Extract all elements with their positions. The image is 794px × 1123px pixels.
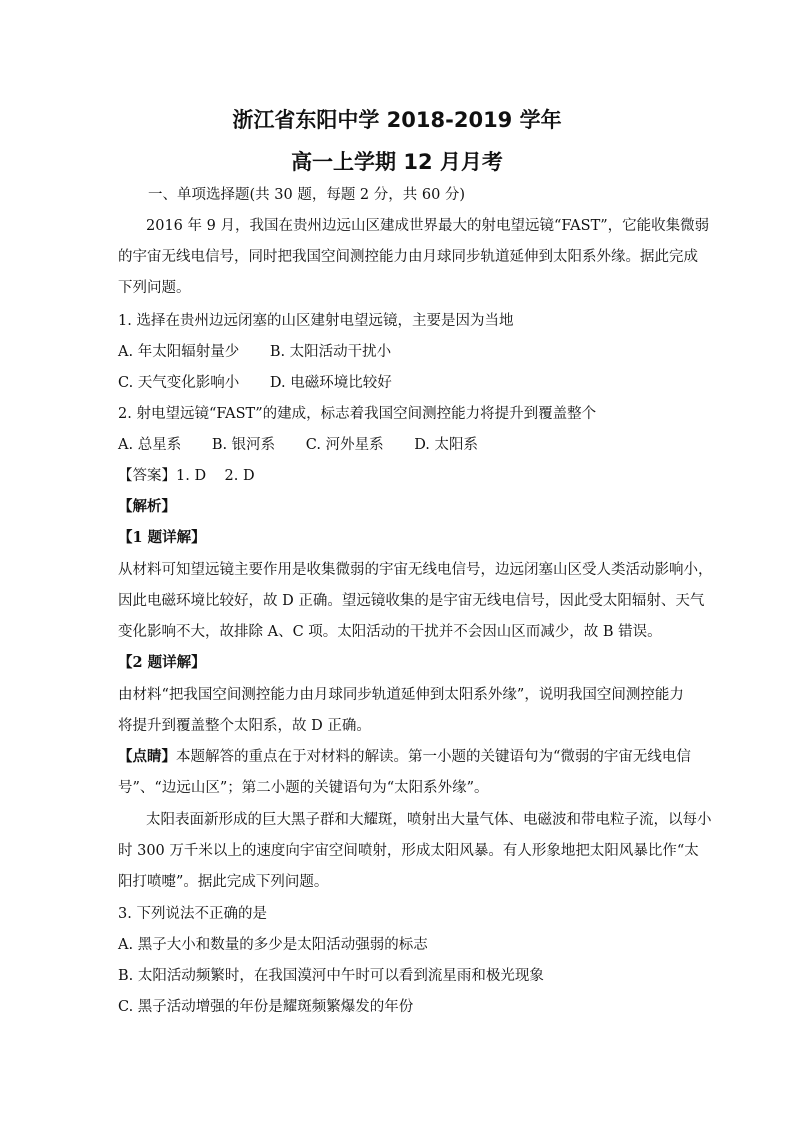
- option-a: A. 总星系: [118, 437, 182, 453]
- question-3-option-c: C. 黑子活动增强的年份是耀斑频繁爆发的年份: [118, 999, 414, 1015]
- detail-2-line: 由材料“把我国空间测控能力由月球同步轨道延伸到太阳系外缘”，说明我国空间测控能力: [118, 687, 684, 703]
- question-3-stem: 3. 下列说法不正确的是: [118, 906, 267, 922]
- question-2-stem: 2. 射电望远镜“FAST”的建成，标志着我国空间测控能力将提升到覆盖整个: [118, 406, 597, 422]
- passage2-line: 时 300 万千米以上的速度向宇宙空间喷射，形成太阳风暴。有人形象地把太阳风暴比作“太: [118, 843, 699, 859]
- option-a: A. 年太阳辐射量少: [118, 344, 240, 360]
- detail-2-heading: 【2 题详解】: [118, 654, 206, 671]
- passage1-line: 2016 年 9 月，我国在贵州边远山区建成世界最大的射电望远镜“FAST”，它能收集微弱: [146, 218, 710, 234]
- document-subtitle: 高一上学期 12 月月考: [291, 150, 503, 174]
- passage1-line: 下列问题。: [118, 280, 191, 296]
- document-title: 浙江省东阳中学 2018-2019 学年: [232, 108, 562, 132]
- detail-1-line: 变化影响不大，故排除 A、C 项。太阳活动的干扰并不会因山区而减少，故 B 错误。: [118, 624, 662, 640]
- answer-line: 【答案】1. D 2. D: [118, 468, 255, 484]
- tip-line: 号”、“边远山区”；第二小题的关键语句为“太阳系外缘”。: [118, 780, 489, 796]
- detail-1-heading: 【1 题详解】: [118, 529, 206, 546]
- section-heading: 一、单项选择题(共 30 题，每题 2 分，共 60 分): [148, 187, 466, 203]
- option-b: B. 太阳活动干扰小: [269, 344, 392, 360]
- question-1-options-row1: [118, 342, 688, 362]
- passage2-line: 太阳表面新形成的巨大黑子群和大耀斑，喷射出大量气体、电磁波和带电粒子流，以每小: [146, 812, 712, 828]
- detail-1-line: 从材料可知望远镜主要作用是收集微弱的宇宙无线电信号，边远闭塞山区受人类活动影响小，: [118, 562, 713, 578]
- tip-label: 【点睛】: [118, 748, 176, 765]
- option-c: C. 河外星系: [305, 437, 384, 453]
- question-2-options: [118, 435, 688, 455]
- question-3-option-a: A. 黑子大小和数量的多少是太阳活动强弱的标志: [118, 937, 428, 953]
- question-1-stem: 1. 选择在贵州边远闭塞的山区建射电望远镜，主要是因为当地: [118, 313, 514, 329]
- tip-line: [118, 747, 691, 767]
- passage2-line: 阳打喷嚏”。据此完成下列问题。: [118, 874, 329, 890]
- option-d: D. 电磁环境比较好: [269, 375, 392, 391]
- detail-1-line: 因此电磁环境比较好，故 D 正确。望远镜收集的是宇宙无线电信号，因此受太阳辐射、天气: [118, 593, 705, 609]
- option-d: D. 太阳系: [414, 437, 479, 453]
- analysis-heading: 【解析】: [118, 498, 176, 515]
- detail-2-line: 将提升到覆盖整个太阳系，故 D 正确。: [118, 718, 371, 734]
- question-1-options-row2: [118, 373, 688, 393]
- option-b: B. 银河系: [211, 437, 276, 453]
- option-c: C. 天气变化影响小: [118, 375, 240, 391]
- question-3-option-b: B. 太阳活动频繁时，在我国漠河中午时可以看到流星雨和极光现象: [118, 968, 544, 984]
- passage1-line: 的宇宙无线电信号，同时把我国空间测控能力由月球同步轨道延伸到太阳系外缘。据此完成: [118, 249, 698, 265]
- tip-text: 本题解答的重点在于对材料的解读。第一小题的关键语句为“微弱的宇宙无线电信: [176, 749, 691, 765]
